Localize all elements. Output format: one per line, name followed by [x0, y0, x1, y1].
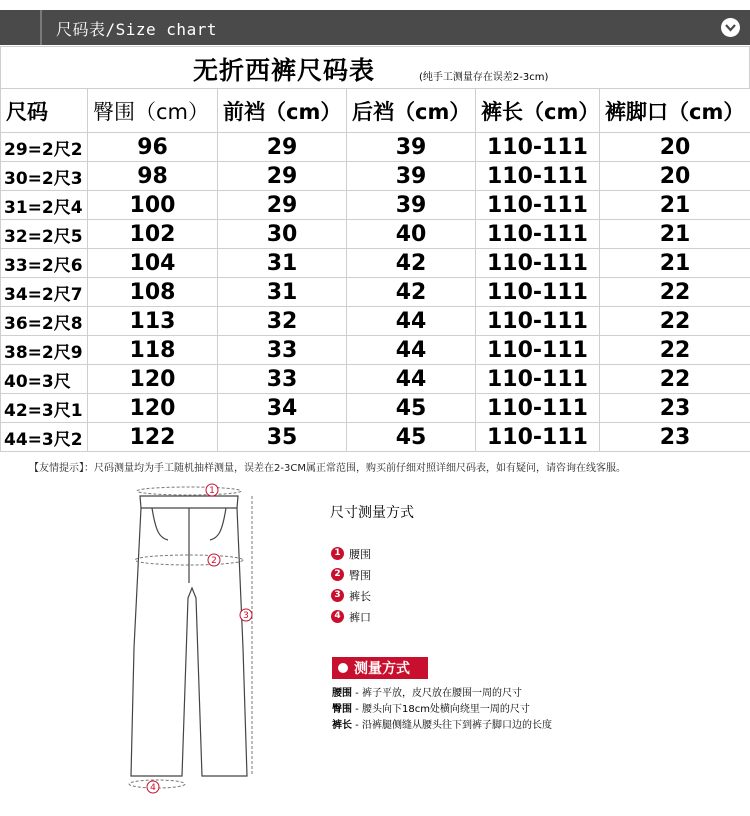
value-cell: 113: [88, 307, 218, 336]
table-row: [1, 191, 750, 220]
method-list: [332, 684, 552, 732]
col-header: 臀围（cm）: [88, 89, 218, 133]
table-row: [1, 365, 750, 394]
value-cell: 108: [88, 278, 218, 307]
friendly-tip: 【友情提示】：尺码测量均为手工随机抽样测量，误差在2-3CM属正常范围，购买前仔细对照详细尺码表，如有疑问，请咨询在线客服。: [29, 463, 626, 474]
size-cell: 33=2尺6: [1, 249, 88, 278]
value-cell: 110-111: [476, 336, 600, 365]
table-row: [1, 133, 750, 162]
value-cell: 110-111: [476, 162, 600, 191]
value-cell: 31: [218, 249, 347, 278]
value-cell: 29: [218, 162, 347, 191]
size-cell: 30=2尺3: [1, 162, 88, 191]
size-cell: 38=2尺9: [1, 336, 88, 365]
legend-label: 腰围: [349, 547, 371, 561]
number-badge: 2: [331, 568, 344, 581]
col-header: 裤脚口（cm）: [600, 89, 750, 133]
value-cell: 44: [347, 307, 476, 336]
method-desc: - 裤子平放，皮尺放在腰围一周的尺寸: [352, 688, 522, 699]
svg-text:1: 1: [209, 486, 215, 496]
col-header: 后裆（cm）: [347, 89, 476, 133]
value-cell: 110-111: [476, 278, 600, 307]
legend-item: [331, 606, 371, 627]
chart-note: (纯手工测量存在误差2-3cm): [419, 72, 549, 83]
method-term: 臀围: [332, 704, 352, 715]
value-cell: 42: [347, 278, 476, 307]
value-cell: 33: [218, 336, 347, 365]
value-cell: 45: [347, 394, 476, 423]
legend-label: 裤口: [349, 610, 371, 624]
measure-title: 尺寸测量方式: [330, 505, 414, 521]
table-row: [1, 278, 750, 307]
value-cell: 42: [347, 249, 476, 278]
legend-item: [331, 564, 371, 585]
value-cell: 33: [218, 365, 347, 394]
method-banner: [332, 657, 428, 679]
col-header: 裤长（cm）: [476, 89, 600, 133]
legend-item: [331, 543, 371, 564]
size-cell: 31=2尺4: [1, 191, 88, 220]
value-cell: 22: [600, 365, 750, 394]
size-cell: 32=2尺5: [1, 220, 88, 249]
table-row: [1, 336, 750, 365]
value-cell: 120: [88, 365, 218, 394]
value-cell: 118: [88, 336, 218, 365]
measurement-section: [0, 478, 750, 816]
method-item: [332, 716, 552, 732]
size-cell: 34=2尺7: [1, 278, 88, 307]
legend-label: 裤长: [349, 589, 371, 603]
method-desc: - 沿裤腿侧缝从腰头往下到裤子脚口边的长度: [352, 720, 552, 731]
value-cell: 30: [218, 220, 347, 249]
value-cell: 29: [218, 191, 347, 220]
value-cell: 29: [218, 133, 347, 162]
value-cell: 22: [600, 307, 750, 336]
value-cell: 102: [88, 220, 218, 249]
size-cell: 40=3尺: [1, 365, 88, 394]
size-table: [0, 88, 750, 452]
method-banner-label: 测量方式: [354, 661, 410, 677]
trousers-diagram: [0, 478, 300, 816]
size-cell: 29=2尺2: [1, 133, 88, 162]
method-desc: - 腰头向下18cm处横向绕里一周的尺寸: [352, 704, 530, 715]
size-cell: 42=3尺1: [1, 394, 88, 423]
size-cell: 36=2尺8: [1, 307, 88, 336]
svg-text:4: 4: [150, 783, 156, 793]
header-divider: [40, 10, 42, 45]
chart-caption-row: [0, 46, 750, 88]
number-badge: 4: [331, 610, 344, 623]
value-cell: 32: [218, 307, 347, 336]
chart-caption: 无折西裤尺码表: [193, 56, 376, 85]
value-cell: 45: [347, 423, 476, 452]
value-cell: 20: [600, 162, 750, 191]
number-badge: 3: [331, 589, 344, 602]
method-item: [332, 684, 552, 700]
value-cell: 122: [88, 423, 218, 452]
svg-text:2: 2: [211, 556, 217, 566]
table-row: [1, 394, 750, 423]
size-table-header: [1, 89, 750, 133]
table-row: [1, 423, 750, 452]
value-cell: 110-111: [476, 365, 600, 394]
value-cell: 22: [600, 278, 750, 307]
value-cell: 39: [347, 191, 476, 220]
value-cell: 39: [347, 162, 476, 191]
measure-legend: [331, 543, 371, 627]
value-cell: 110-111: [476, 423, 600, 452]
value-cell: 104: [88, 249, 218, 278]
method-term: 裤长: [332, 720, 352, 731]
table-row: [1, 249, 750, 278]
header-title: 尺码表/Size chart: [56, 20, 217, 39]
value-cell: 21: [600, 220, 750, 249]
value-cell: 110-111: [476, 394, 600, 423]
value-cell: 23: [600, 423, 750, 452]
size-cell: 44=3尺2: [1, 423, 88, 452]
col-header: 前裆（cm）: [218, 89, 347, 133]
value-cell: 44: [347, 336, 476, 365]
number-badge: 1: [331, 547, 344, 560]
value-cell: 40: [347, 220, 476, 249]
value-cell: 21: [600, 249, 750, 278]
value-cell: 44: [347, 365, 476, 394]
col-header: 尺码: [1, 89, 88, 133]
legend-item: [331, 585, 371, 606]
value-cell: 100: [88, 191, 218, 220]
value-cell: 20: [600, 133, 750, 162]
method-term: 腰围: [332, 688, 352, 699]
value-cell: 34: [218, 394, 347, 423]
table-row: [1, 162, 750, 191]
value-cell: 22: [600, 336, 750, 365]
value-cell: 110-111: [476, 191, 600, 220]
value-cell: 110-111: [476, 307, 600, 336]
value-cell: 110-111: [476, 249, 600, 278]
header-bar: [0, 10, 750, 45]
value-cell: 98: [88, 162, 218, 191]
value-cell: 35: [218, 423, 347, 452]
method-item: [332, 700, 552, 716]
value-cell: 23: [600, 394, 750, 423]
chevron-down-icon[interactable]: [721, 18, 740, 37]
value-cell: 21: [600, 191, 750, 220]
value-cell: 110-111: [476, 133, 600, 162]
table-row: [1, 220, 750, 249]
bullet-icon: [338, 663, 348, 673]
svg-text:3: 3: [243, 611, 249, 621]
value-cell: 31: [218, 278, 347, 307]
legend-label: 臀围: [349, 568, 371, 582]
value-cell: 110-111: [476, 220, 600, 249]
table-row: [1, 307, 750, 336]
value-cell: 39: [347, 133, 476, 162]
value-cell: 120: [88, 394, 218, 423]
value-cell: 96: [88, 133, 218, 162]
